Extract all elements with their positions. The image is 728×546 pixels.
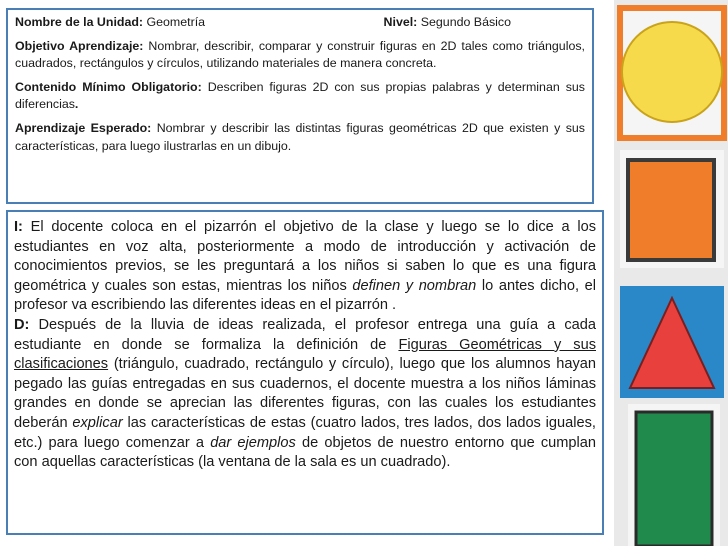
objective-label: Objetivo Aprendizaje: (15, 38, 144, 53)
intro-text-1: El docente coloca en el pizarrón el objetivo de la clase y luego se lo dice a los estudiantes en voz alta, posteriormente a modo de introducción y activación de conocimientos previos, se les preguntará a los niños si saben lo que es una figura geométrica y cuales son estas, mientras los niños (14, 219, 596, 294)
unit-header-line (15, 14, 585, 32)
square-shape (620, 150, 724, 268)
intro-text-2: lo antes dicho, el profesor va escribiendo las diferentes ideas en el pizarrón . (14, 277, 597, 314)
development-italic-1: explicar (72, 414, 123, 431)
development-label: D: (14, 316, 30, 333)
circle-shape (620, 8, 724, 138)
development-italic-2: dar ejemplos (210, 434, 296, 451)
development-text-2: (triángulo, cuadrado, rectángulo y círculo), luego que los alumnos hayan pegado las guías entregadas en sus cuadernos, el docente muestra a los niños láminas grandes en donde se aprecian las diferentes figuras, con las cuales los estudiantes deberán (14, 356, 596, 431)
intro-italic: definen y nombran (352, 277, 477, 294)
intro-label: I: (14, 219, 23, 235)
unit-name (15, 14, 205, 32)
rectangle-shape (628, 404, 720, 546)
cmo-paragraph (15, 79, 585, 114)
level-value: Segundo Básico (420, 15, 511, 29)
unit-value: Geometría (146, 15, 206, 29)
cmo-end: . (74, 97, 79, 112)
development-text-3: las características de estas (cuatro lados, tres lados, dos lados iguales, etc.) para luego comenzar a (14, 414, 596, 451)
development-text-1: Después de la lluvia de ideas realizada, el profesor entrega una guía a cada estudiante en donde se formaliza la definición de (14, 316, 596, 353)
unit-label: Nombre de la Unidad: (15, 15, 144, 29)
level-label: Nivel: (383, 15, 418, 29)
expected-text: Nombrar y describir las distintas figuras geométricas 2D que existen y sus características, para luego ilustrarlas en un dibujo. (15, 120, 585, 153)
level (384, 14, 511, 32)
cmo-text: Describen figuras 2D con sus propias palabras y determinan sus diferencias (15, 79, 585, 112)
cmo-label: Contenido Mínimo Obligatorio: (15, 79, 202, 94)
expected-paragraph (15, 120, 585, 155)
triangle-shape (620, 286, 724, 398)
development-underline: Figuras Geométricas y sus clasificaciones (14, 336, 596, 373)
unit-info-box (6, 8, 594, 204)
objective-paragraph (15, 38, 585, 73)
intro-paragraph (14, 218, 596, 316)
objective-text: Nombrar, describir, comparar y construir figuras en 2D tales como triángulos, cuadrados, rectángulos y círculos, utilizando materiales de manera concreta. (15, 38, 585, 71)
lesson-box (6, 210, 604, 535)
shapes-panel (614, 0, 728, 546)
expected-label: Aprendizaje Esperado: (15, 120, 152, 135)
development-paragraph (14, 316, 596, 473)
development-text-4: de objetos de nuestro entorno que cumplan con aquellas características (la ventana de la sala es un cuadrado). (14, 434, 596, 471)
shapes-svg (614, 0, 728, 546)
